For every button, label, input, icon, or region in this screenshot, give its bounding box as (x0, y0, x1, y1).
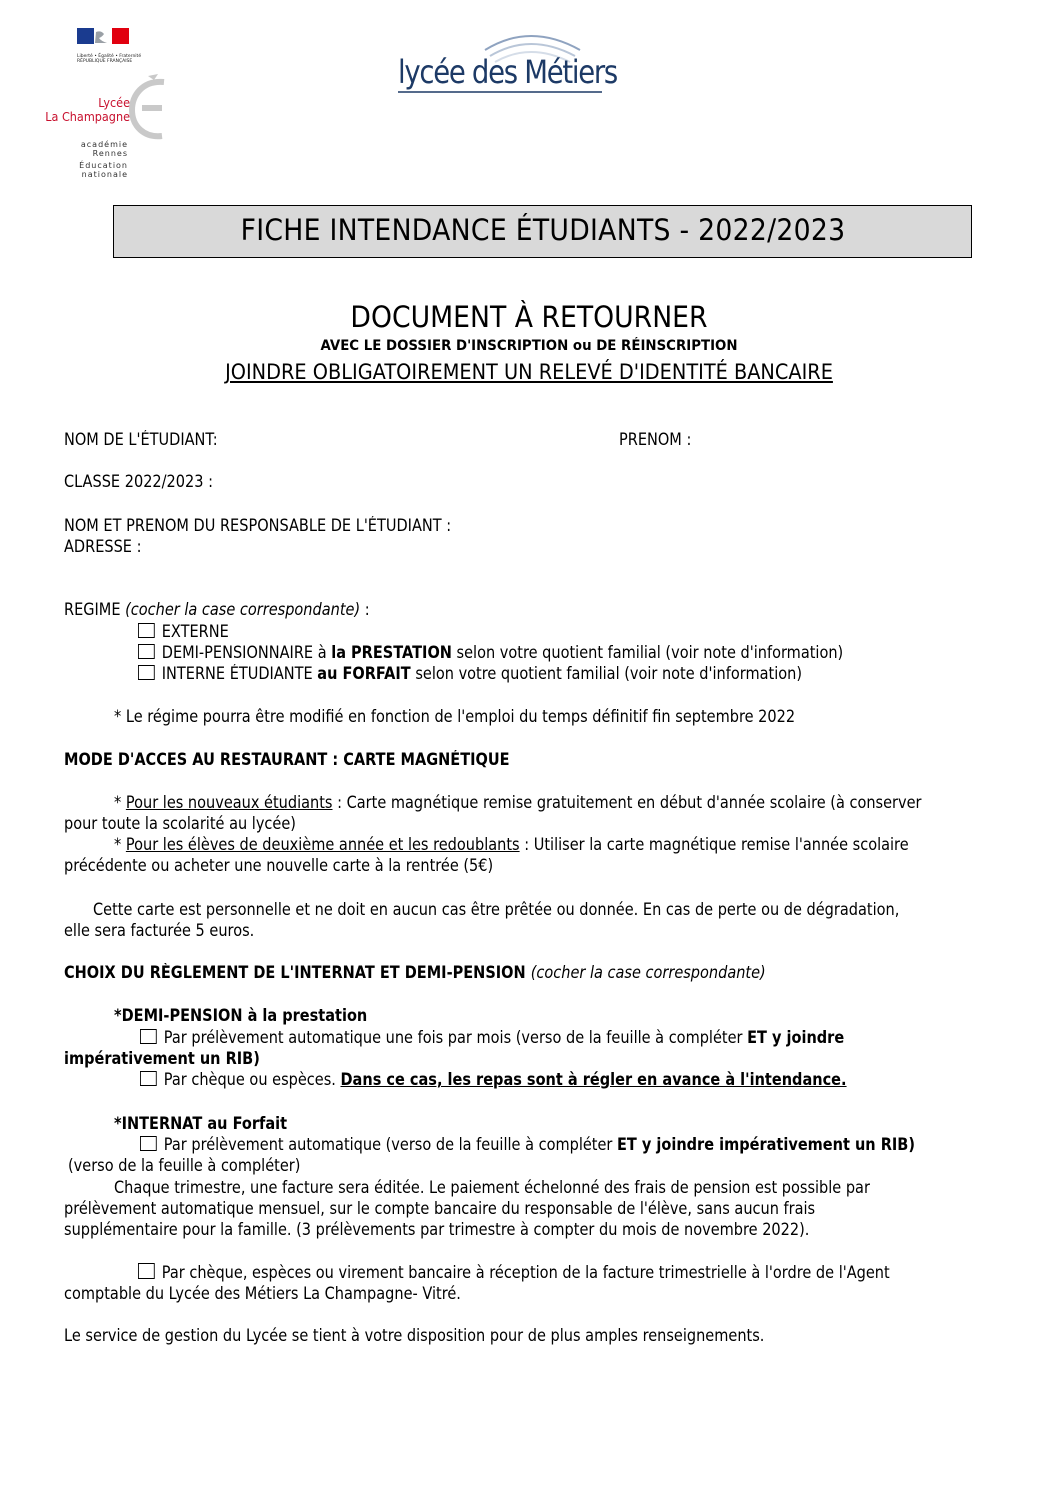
education-nationale-e-icon (128, 74, 172, 142)
option-label: INTERNE ÉTUDIANTE (161, 664, 318, 683)
checkbox[interactable] (140, 1071, 157, 1086)
page-title: FICHE INTENDANCE ÉTUDIANTS - 2022/2023 (240, 213, 846, 247)
service-note: Le service de gestion du Lycée se tient à votre disposition pour de plus amples renseignements. (64, 1326, 765, 1345)
regime-colon: : (360, 600, 370, 619)
bullet-star: * (114, 793, 126, 812)
int-heading: *INTERNAT au Forfait (114, 1114, 288, 1133)
checkbox[interactable] (140, 1136, 157, 1151)
acces-new-underline: Pour les nouveaux étudiants (125, 793, 333, 812)
acces-perso-line2: elle sera facturée 5 euros. (64, 921, 255, 940)
option-label-rest: selon votre quotient familial (voir note d'information) (410, 664, 802, 683)
checkbox[interactable] (140, 1029, 157, 1044)
checkbox[interactable] (138, 665, 155, 680)
lycee-des-metiers-logo-text: lycée des Métiers (398, 53, 617, 91)
option-label: Par chèque ou espèces. (163, 1070, 341, 1089)
int-option-prelevement-line2: (verso de la feuille à compléter) (68, 1156, 301, 1175)
int-option-cheque[interactable] (138, 1262, 890, 1283)
int-paragraph-line3: supplémentaire pour la famille. (3 prélèvements par trimestre à compter du mois de novembre 2022). (64, 1220, 810, 1239)
regime-note: * Le régime pourra être modifié en fonction de l'emploi du temps définitif fin septembre 2022 (114, 707, 796, 726)
acces-second-underline: Pour les élèves de deuxième année et les redoublants (125, 835, 520, 854)
option-label-bold: la PRESTATION (331, 643, 452, 662)
option-label-bold: ET y joindre impérativement un RIB) (617, 1135, 915, 1154)
checkbox[interactable] (138, 623, 155, 638)
reglement-hint: (cocher la case correspondante) (530, 963, 766, 982)
acces-second-line2: précédente ou acheter une nouvelle carte à la rentrée (5€) (64, 856, 494, 875)
dp-heading: *DEMI-PENSION à la prestation (114, 1006, 368, 1025)
option-label: EXTERNE (161, 622, 229, 641)
acces-perso-line1: Cette carte est personnelle et ne doit en aucun cas être prêtée ou donnée. En cas de perte ou de dégradation, (93, 900, 900, 919)
option-label-rest: selon votre quotient familial (voir note d'information) (451, 643, 844, 662)
document-title: DOCUMENT À RETOURNER (350, 300, 708, 334)
reglement-heading-text: CHOIX DU RÈGLEMENT DE L'INTERNAT ET DEMI-PENSION (64, 963, 531, 982)
option-label: Par prélèvement automatique une fois par mois (verso de la feuille à compléter (163, 1028, 748, 1047)
rib-notice: JOINDRE OBLIGATOIREMENT UN RELEVÉ D'IDENTITÉ BANCAIRE (225, 360, 833, 384)
academy-text (40, 140, 128, 179)
checkbox[interactable] (138, 1263, 155, 1279)
republique-francaise-text: Liberté • Égalité • Fraternité RÉPUBLIQUE FRANÇAISE (77, 54, 142, 64)
regime-option-interne[interactable] (138, 663, 802, 684)
option-label: Par prélèvement automatique (verso de la feuille à compléter (163, 1135, 618, 1154)
document-subtitle: AVEC LE DOSSIER D'INSCRIPTION ou DE RÉINSCRIPTION (320, 338, 738, 354)
int-option-prelevement[interactable] (140, 1134, 915, 1155)
responsable-label: NOM ET PRENOM DU RESPONSABLE DE L'ÉTUDIANT : (64, 516, 452, 535)
reglement-heading (64, 962, 766, 983)
acces-new-line1 (114, 792, 922, 813)
regime-option-demi-pensionnaire[interactable] (138, 642, 843, 663)
education-line1: Éducation (79, 161, 128, 170)
bullet-star: * (114, 835, 126, 854)
int-paragraph-line1: Chaque trimestre, une facture sera éditée. Le paiement échelonné des frais de pension est possible par (114, 1178, 870, 1197)
regime-option-externe[interactable] (138, 621, 229, 642)
option-label-bold-underline: Dans ce cas, les repas sont à régler en avance à l'intendance. (340, 1070, 847, 1089)
lycee-name-line2: La Champagne (45, 109, 130, 124)
dp-option-prelevement-line2: impérativement un RIB) (64, 1049, 260, 1068)
academy-line2: Rennes (92, 149, 128, 158)
nom-etudiant-label: NOM DE L'ÉTUDIANT: (64, 430, 218, 449)
acces-new-line2: pour toute la scolarité au lycée) (64, 814, 296, 833)
lycee-la-champagne-logo (40, 96, 130, 124)
regime-hint: (cocher la case correspondante) (125, 600, 361, 619)
acces-heading: MODE D'ACCES AU RESTAURANT : CARTE MAGNÉTIQUE (64, 750, 510, 769)
option-label: DEMI-PENSIONNAIRE à (161, 643, 332, 662)
option-label: Par chèque, espèces ou virement bancaire à réception de la facture trimestrielle à l'ordre de l'Agent (161, 1263, 890, 1282)
acces-new-rest: : Carte magnétique remise gratuitement en début d'année scolaire (à conserver (332, 793, 922, 812)
regime-label-text: REGIME (64, 600, 126, 619)
int-option-cheque-line2: comptable du Lycée des Métiers La Champagne- Vitré. (64, 1284, 461, 1303)
academy-line1: académie (80, 140, 128, 149)
option-label-bold: ET y joindre (747, 1028, 845, 1047)
lycee-name-line1: Lycée (98, 95, 130, 110)
dp-option-prelevement[interactable] (140, 1027, 844, 1048)
option-label-bold: au FORFAIT (317, 664, 411, 683)
education-line2: nationale (81, 170, 128, 179)
prenom-label: PRENOM : (619, 430, 692, 449)
checkbox[interactable] (138, 644, 155, 659)
classe-label: CLASSE 2022/2023 : (64, 472, 214, 491)
regime-label (64, 599, 370, 620)
dp-option-cheque[interactable] (140, 1069, 847, 1090)
int-paragraph-line2: prélèvement automatique mensuel, sur le compte bancaire du responsable de l'élève, sans aucun frais (64, 1199, 816, 1218)
acces-second-rest: : Utiliser la carte magnétique remise l'année scolaire (519, 835, 909, 854)
acces-second-line1 (114, 834, 909, 855)
adresse-label: ADRESSE : (64, 537, 142, 556)
